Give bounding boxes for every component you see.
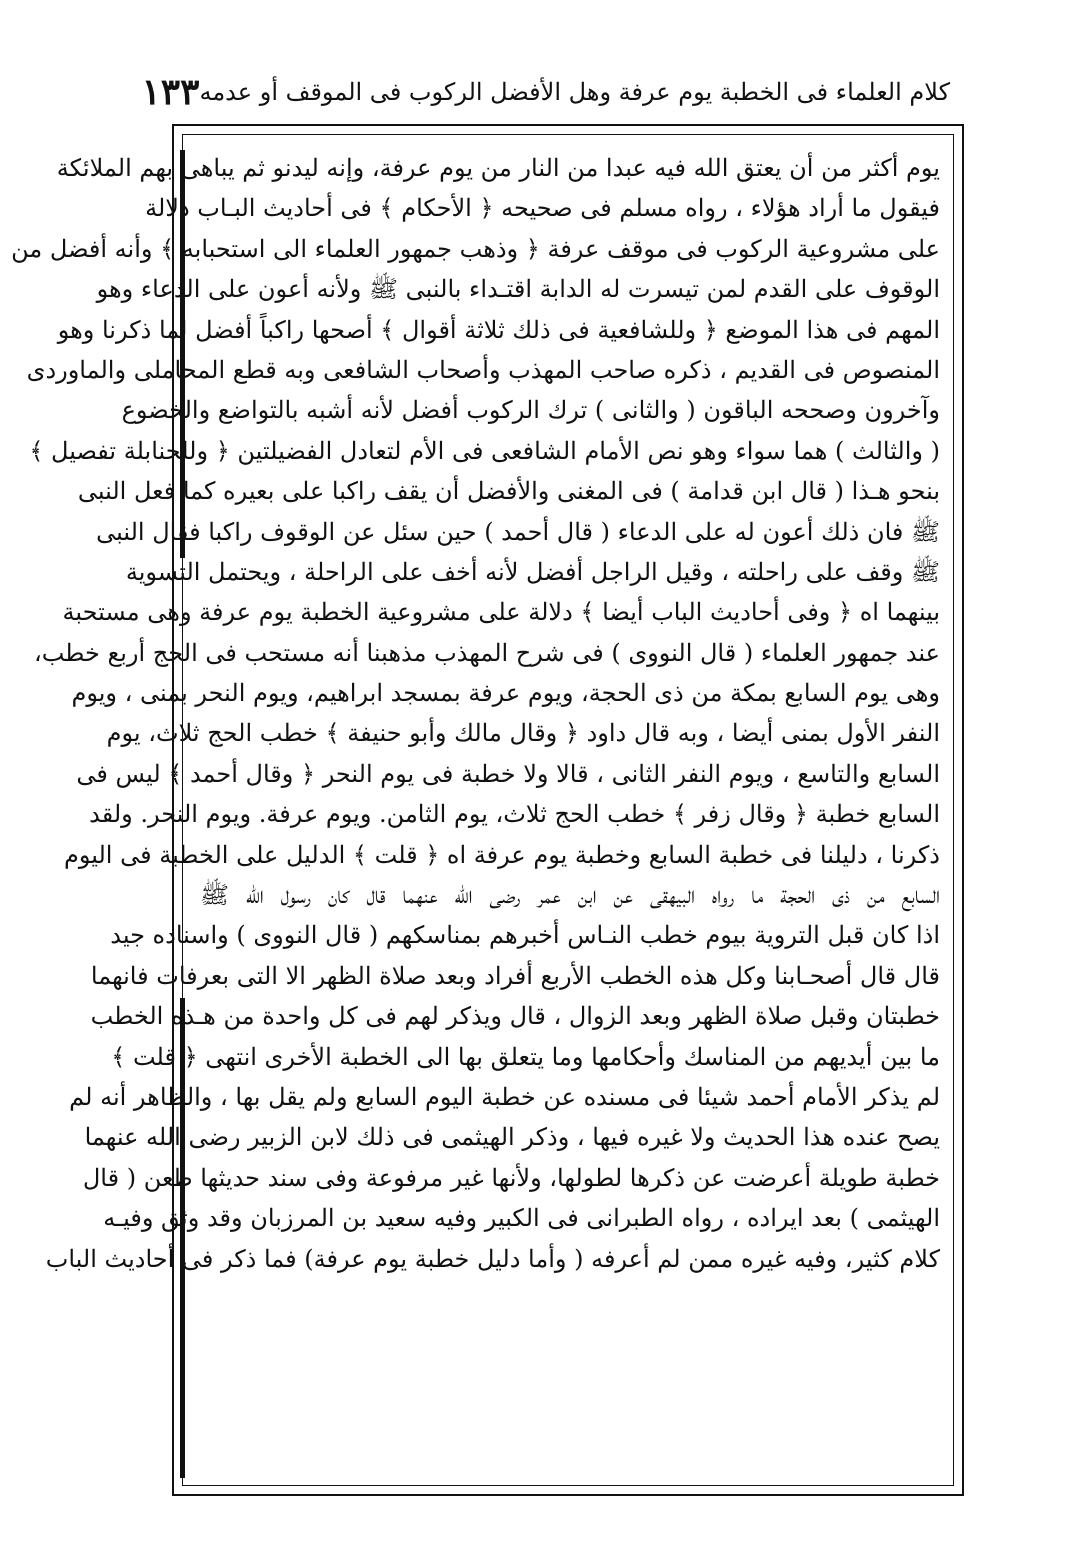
text-line: بينهما اه ﴿ وفى أحاديث الباب أيضا ﴾ دلالة على مشروعية الخطبة يوم عرفة وهى مستحبة bbox=[62, 598, 940, 627]
text-line: ﷺ وقف على راحلته ، وقيل الراجل أفضل لأنه أخف على الراحلة ، ويحتمل التسوية bbox=[125, 557, 940, 586]
text-line: السابع والتاسع ، ويوم النفر الثانى ، قالا ولا خطبة فى يوم النحر ﴿ وقال أحمد ﴾ ليس فى bbox=[76, 759, 940, 788]
text-line: اذا كان قبل التروية بيوم خطب النـاس أخبرهم بمناسكهم ( قال النووى ) واسناده جيد bbox=[110, 921, 940, 950]
text-line: كلام كثير، وفيه غيره ممن لم أعرفه ( وأما دليل خطبة يوم عرفة) فما ذكر فى أحاديث الباب bbox=[45, 1244, 940, 1273]
text-line: خطبة طويلة أعرضت عن ذكرها لطولها، ولأنها غير مرفوعة وفى سند حديثها طعن ( قال bbox=[82, 1163, 940, 1192]
text-line: على مشروعية الركوب فى موقف عرفة ﴿ وذهب جمهور العلماء الى استحبابه ﴾ وأنه أفضل من bbox=[11, 234, 940, 263]
page-header bbox=[141, 71, 950, 113]
text-line: ﷺ فان ذلك أعون له على الدعاء ( قال أحمد ) حين سئل عن الوقوف راكبا فقال النبى bbox=[96, 517, 940, 546]
text-line: يصح عنده هذا الحديث ولا غيره فيها ، وذكر الهيثمى فى ذلك لابن الزبير رضى الله عنهما bbox=[84, 1123, 940, 1152]
page-number: ١٣٣ bbox=[141, 71, 200, 113]
text-line: النفر الأول بمنى أيضا ، وبه قال داود ﴿ وقال مالك وأبو حنيفة ﴾ خطب الحج ثلاث، يوم bbox=[106, 719, 940, 748]
text-line: وآخرون وصححه الباقون ( والثانى ) ترك الركوب أفضل لأنه أشبه بالتواضع والخضوع bbox=[121, 396, 940, 425]
text-line: الهيثمى ) بعد ايراده ، رواه الطبرانى فى الكبير وفيه سعيد بن المرزبان وقد وثق وفيـه bbox=[103, 1204, 940, 1233]
text-line: قال قال أصحـابنا وكل هذه الخطب الأربع أفراد وبعد صلاة الظهر الا التى بعرفات فانهما bbox=[90, 961, 940, 990]
text-line: ذكرنا ، دليلنا فى خطبة السابع وخطبة يوم عرفة اه ﴿ قلت ﴾ الدليل على الخطبة فى اليوم bbox=[63, 840, 940, 869]
text-line: المنصوص فى القديم ، ذكره صاحب المهذب وأصحاب الشافعى وبه قطع المحاملى والماوردى bbox=[26, 355, 940, 384]
text-line: خطبتان وقبل صلاة الظهر وبعد الزوال ، قال ويذكر لهم فى كل واحدة من هـذه الخطب bbox=[90, 1002, 940, 1031]
text-line: لم يذكر الأمام أحمد شيئا فى مسنده عن خطبة اليوم السابع ولم يقل بها ، والظاهر أنه لم bbox=[69, 1082, 940, 1111]
running-head: كلام العلماء فى الخطبة يوم عرفة وهل الأفضل الركوب فى الموقف أو عدمه bbox=[199, 78, 950, 106]
text-line: السابع من ذى الحجة ما رواه البيهقى عن ابن عمر رضى الله عنهما قال كان رسول الله ﷺ bbox=[200, 881, 940, 910]
text-line: ( والثالث ) هما سواء وهو نص الأمام الشافعى فى الأم لتعادل الفضيلتين ﴿ وللحنابلة تفصيل ﴾ bbox=[29, 436, 940, 465]
text-line: بنحو هـذا ( قال ابن قدامة ) فى المغنى والأفضل أن يقف راكبا على بعيره كما فعل النبى bbox=[77, 477, 940, 506]
text-line: عند جمهور العلماء ( قال النووى ) فى شرح المهذب مذهبنا أنه مستحب فى الحج أربع خطب، bbox=[33, 638, 940, 667]
text-line: السابع خطبة ﴿ وقال زفر ﴾ خطب الحج ثلاث، يوم الثامن. ويوم عرفة. ويوم النحر. ولقد bbox=[89, 800, 940, 829]
text-line: الوقوف على القدم لمن تيسرت له الدابة اقتـداء بالنبى ﷺ ولأنه أعون على الدعاء وهو bbox=[96, 275, 940, 304]
body-text bbox=[11, 148, 940, 1279]
text-line: فيقول ما أراد هؤلاء ، رواه مسلم فى صحيحه ﴿ الأحكام ﴾ فى أحاديث البـاب دلالة bbox=[145, 194, 940, 223]
text-line: المهم فى هذا الموضع ﴿ وللشافعية فى ذلك ثلاثة أقوال ﴾ أصحها راكباً أفضل لما ذكرنا وهو bbox=[57, 315, 940, 344]
text-line: وهى يوم السابع بمكة من ذى الحجة، ويوم عرفة بمسجد ابراهيم، ويوم النحر بمنى ، ويوم bbox=[71, 679, 940, 708]
text-line: يوم أكثر من أن يعتق الله فيه عبدا من النار من يوم عرفة، وإنه ليدنو ثم يباهى بهم الملائكة bbox=[56, 154, 940, 182]
text-line: ما بين أيديهم من المناسك وأحكامها وما يتعلق بها الى الخطبة الأخرى انتهى ﴿ قلت ﴾ bbox=[111, 1042, 940, 1071]
